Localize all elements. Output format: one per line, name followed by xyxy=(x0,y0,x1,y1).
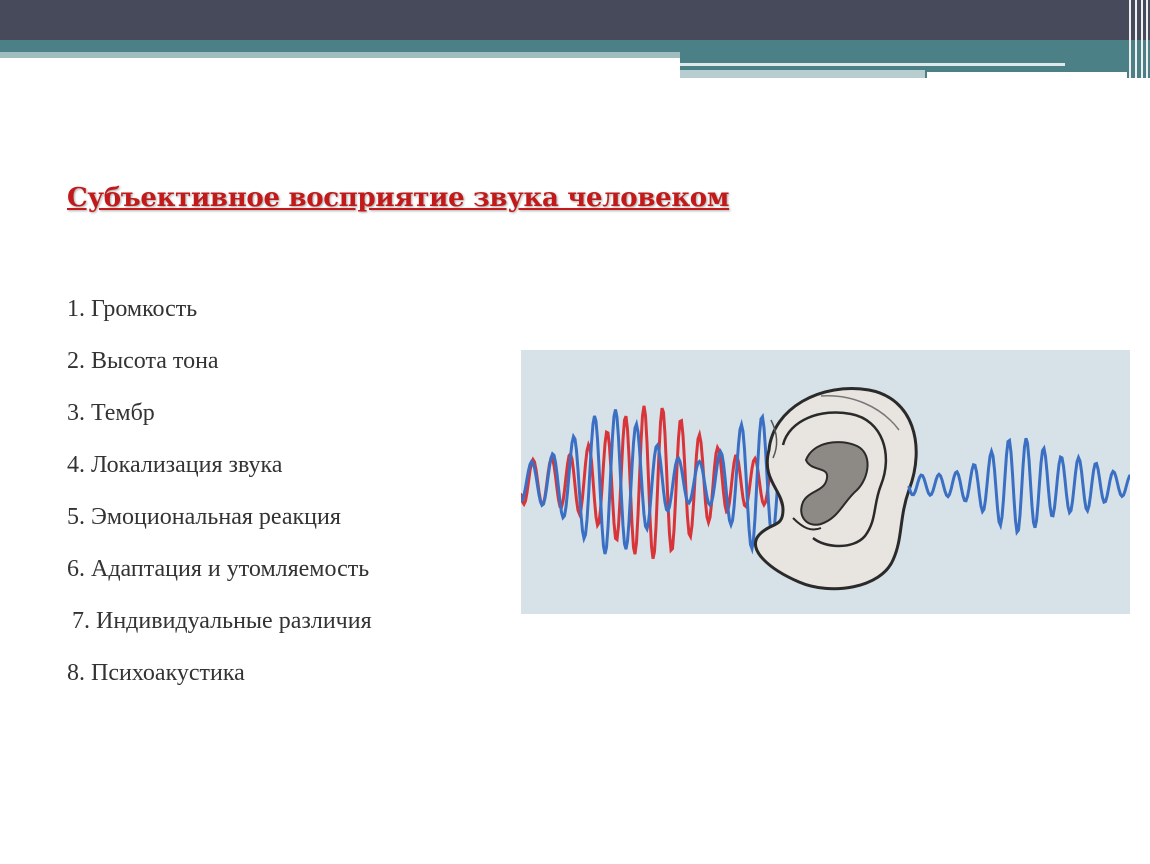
blue-sound-wave-outgoing xyxy=(909,438,1130,532)
header-band-light xyxy=(0,52,680,58)
slide-title: Субъективное восприятие звука человеком xyxy=(67,183,730,213)
list-item: 2. Высота тона xyxy=(67,348,219,374)
list-item: 3. Тембр xyxy=(67,400,155,426)
list-item: 5. Эмоциональная реакция xyxy=(67,504,341,530)
perception-list xyxy=(67,296,372,712)
header-stripe xyxy=(680,70,925,78)
blue-sound-wave-incoming xyxy=(521,410,785,555)
list-item: 6. Адаптация и утомляемость xyxy=(67,556,370,582)
header-stripe xyxy=(927,72,1127,78)
header-stripe xyxy=(680,63,1065,66)
ear-with-sound-waves-icon xyxy=(521,350,1130,614)
ear-icon xyxy=(755,389,916,589)
list-item: 1. Громкость xyxy=(67,296,198,322)
header-bar-dark xyxy=(0,0,1150,40)
list-item: 7. Индивидуальные различия xyxy=(72,608,372,634)
header-vertical-lines xyxy=(1117,0,1150,78)
ear-sound-wave-figure xyxy=(521,350,1130,614)
list-item: 8. Психоакустика xyxy=(67,660,245,686)
list-item: 4. Локализация звука xyxy=(67,452,283,478)
header-band-teal xyxy=(0,40,1150,52)
